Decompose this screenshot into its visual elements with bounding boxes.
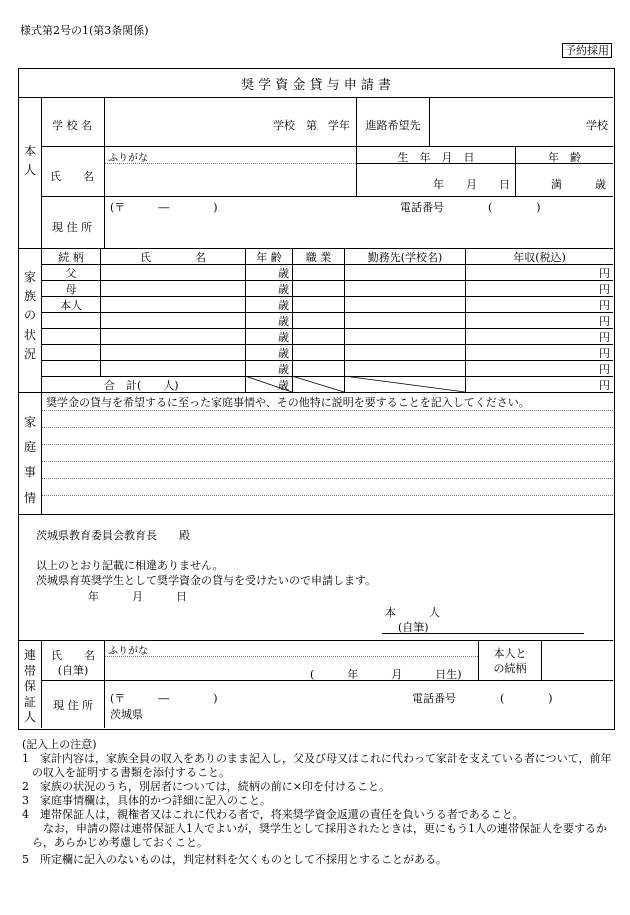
note-item: 1 家計内容は，家族全員の収入をありのまま記入し，父及び母又はこれに代わって家計を支えている者について，前年の収入を証明する書類を添付すること。 <box>22 752 612 779</box>
form-number: 様式第2号の1(第3条関係) <box>20 24 149 37</box>
note-item: 3 家庭事情欄は，具体的かつ詳細に記入のこと。 <box>22 794 271 807</box>
notes-heading: (記入上の注意) <box>22 738 97 751</box>
family-relation[interactable]: 本人 <box>60 299 82 312</box>
header-income: 年収(税込) <box>513 251 566 264</box>
guarantor-section-label: 連帯保証人 <box>23 648 36 725</box>
family-income-unit: 円 <box>599 267 610 280</box>
family-age-unit: 歳 <box>278 283 289 296</box>
family-income-unit: 円 <box>599 299 610 312</box>
notes-section <box>22 738 618 867</box>
family-income-unit: 円 <box>599 347 610 360</box>
header-name: 氏 名 <box>140 251 206 264</box>
header-workplace: 勤務先(学校名) <box>367 251 443 264</box>
declaration-line2: 茨城県育英奨学生として奨学資金の貸与を受けたいので申請します。 <box>36 574 377 587</box>
note-item: 4 連帯保証人は，親権者又はこれに代わる者で，将来奨学資金返還の責任を負いうる者であること。 <box>22 808 524 821</box>
career-label: 進路希望先 <box>365 119 421 132</box>
family-age-unit: 歳 <box>278 379 289 392</box>
note-item: 2 家族の状況のうち，別居者については，続柄の前に×印を付けること。 <box>22 780 390 793</box>
address-label: 現 住 所 <box>52 221 92 234</box>
signature-label: (自筆) <box>398 621 429 634</box>
form-title: 奨 学 資 金 貸 与 申 請 書 <box>240 78 392 93</box>
note-item: なお，申請の際は連帯保証人1人でよいが，奨学生として採用されたときは，更にもう1人の連帯保証人を要するから，あらかじめ考慮しておくこと。 <box>32 822 607 849</box>
header-relation: 続 柄 <box>58 251 84 264</box>
birth-fields[interactable]: 年 月 日 <box>433 178 510 191</box>
family-age-unit: 歳 <box>278 315 289 328</box>
family-relation[interactable]: 母 <box>65 283 77 296</box>
school-label: 学 校 名 <box>52 119 92 132</box>
family-income-unit: 円 <box>599 379 610 392</box>
family-age-unit: 歳 <box>278 331 289 344</box>
furigana-label: ふりがな <box>108 153 148 164</box>
postal-code[interactable]: (〒 ― ) <box>110 201 218 214</box>
guarantor-birth[interactable]: ( 年 月 日生) <box>310 668 462 681</box>
family-age-unit: 歳 <box>278 299 289 312</box>
guarantor-name-sub: (自筆) <box>57 664 89 677</box>
header-occupation: 職 業 <box>305 251 332 264</box>
applicant-name-label: 氏 名 <box>50 170 94 183</box>
guarantor-phone[interactable]: 電話番号 ( ) <box>412 692 553 705</box>
career-field[interactable]: 学校 <box>586 119 608 132</box>
age-label: 年 齢 <box>548 151 581 164</box>
declaration-line1: 以上のとおり記載に相違ありません。 <box>36 559 224 572</box>
note-item: 5 所定欄に記入のないものは，判定材料を欠くものとして不採用とすることがある。 <box>22 853 447 866</box>
declaration-date[interactable]: 年 月 日 <box>88 590 187 603</box>
birth-label: 生 年 月 日 <box>397 151 475 164</box>
applicant-section-label: 本人 <box>23 144 36 178</box>
guarantor-furigana: ふりがな <box>108 646 148 657</box>
guarantor-postal[interactable]: (〒 ― ) <box>110 692 218 705</box>
family-age-unit: 歳 <box>278 347 289 360</box>
family-income-unit: 円 <box>599 283 610 296</box>
guarantor-prefecture: 茨城県 <box>110 708 143 721</box>
header-age: 年 齢 <box>256 251 282 264</box>
signer-label: 本 人 <box>385 606 440 619</box>
family-income-unit: 円 <box>599 331 610 344</box>
guarantor-address-label: 現 住 所 <box>53 699 93 712</box>
phone-number[interactable]: 電話番号 ( ) <box>400 201 541 214</box>
family-relation[interactable]: 父 <box>65 267 77 280</box>
age-fields[interactable]: 満 歳 <box>551 178 606 191</box>
addressee: 茨城県教育委員会教育長 殿 <box>36 529 190 542</box>
relation-label-1: 本人と <box>493 647 527 660</box>
family-section-label: 家族の状況 <box>23 270 36 361</box>
relation-label-2: の続柄 <box>493 662 527 675</box>
circumstances-section-label: 家庭事情 <box>23 415 36 505</box>
family-age-unit: 歳 <box>278 363 289 376</box>
guarantor-name-label: 氏 名 <box>51 649 95 662</box>
school-fields[interactable]: 学校 第 学年 <box>273 119 350 132</box>
reservation-stamp: 予約採用 <box>562 43 612 58</box>
family-age-unit: 歳 <box>278 267 289 280</box>
family-income-unit: 円 <box>599 315 610 328</box>
total-label: 合 計( 人) <box>104 379 179 392</box>
signature-line[interactable] <box>382 633 584 634</box>
circumstances-instruction: 奨学金の貸与を希望するに至った家庭事情や、その他特に説明を要することを記入してください。 <box>46 396 530 409</box>
family-income-unit: 円 <box>599 363 610 376</box>
